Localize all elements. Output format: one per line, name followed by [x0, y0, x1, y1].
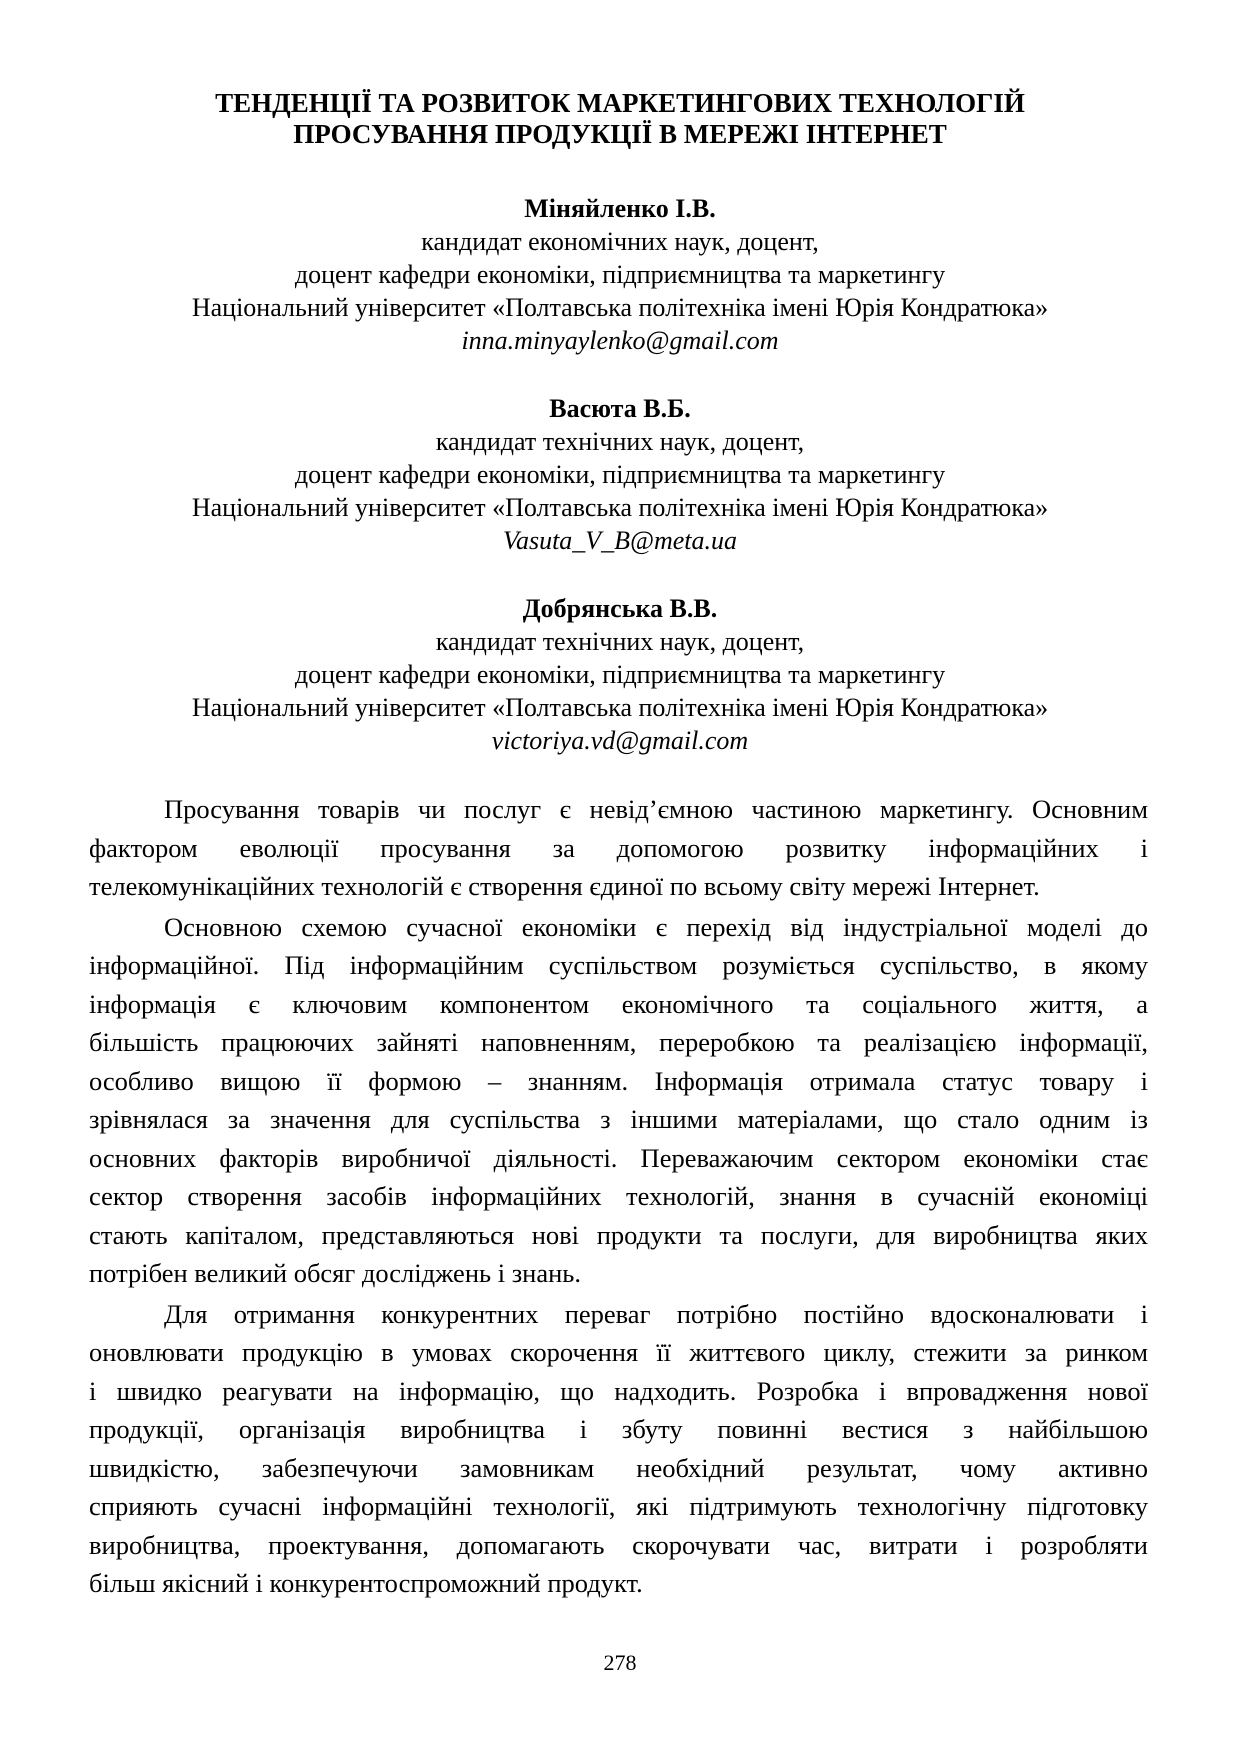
paragraph-line: основних факторів виробничої діяльності. Переважаючим сектором економіки стає: [89, 1142, 1148, 1173]
page-number: 278: [603, 1650, 637, 1675]
paragraph-line: зрівнялася за значення для суспільства з іншими матеріалами, що стало одним із: [89, 1104, 1148, 1134]
author-block: [0, 192, 1240, 357]
author-university: Національний університет «Полтавська політехніка імені Юрія Кондратюка»: [191, 693, 1049, 722]
paragraph-line: оновлювати продукцію в умовах скорочення її життєвого циклу, стежити за ринком: [89, 1337, 1148, 1367]
author-email: inna.minyaylenko@gmail.com: [461, 326, 779, 355]
author-position: доцент кафедри економіки, підприємництва та маркетингу: [294, 460, 946, 489]
paragraph-line: телекомунікаційних технологій є створення єдиної по всьому світу мережі Інтернет.: [89, 871, 1040, 901]
paragraph-line: Основною схемою сучасної економіки є перехід від індустріальної моделі до: [164, 911, 1148, 942]
author-block: [0, 392, 1240, 557]
author-email: victoriya.vd@gmail.com: [491, 726, 749, 755]
paragraph-line: більш якісний і конкурентоспроможний продукт.: [89, 1568, 643, 1598]
author-name: Добрянська В.В.: [522, 594, 718, 623]
paragraph-line: стають капіталом, представляються нові продукти та послуги, для виробництва яких: [89, 1219, 1148, 1250]
author-university: Національний університет «Полтавська політехніка імені Юрія Кондратюка»: [191, 293, 1049, 322]
author-name: Васюта В.Б.: [549, 394, 691, 423]
paragraph-line: особливо вищою її формою – знанням. Інформація отримала статус товару і: [89, 1065, 1148, 1096]
paragraph-line: фактором еволюції просування за допомогою розвитку інформаційних і: [89, 832, 1148, 863]
author-position: доцент кафедри економіки, підприємництва та маркетингу: [294, 660, 946, 689]
paragraph-line: швидкістю, забезпечуючи замовникам необхідний результат, чому активно: [89, 1452, 1148, 1483]
paragraph-line: сектор створення засобів інформаційних технологій, знання в сучасній економіці: [89, 1181, 1148, 1211]
paragraph-line: сприяють сучасні інформаційні технології, які підтримують технологічну підготовку: [89, 1491, 1148, 1521]
author-name: Міняйленко І.В.: [524, 194, 716, 223]
paragraph-line: Для отримання конкурентних переваг потрібно постійно вдосконалювати і: [164, 1298, 1148, 1329]
paragraph-line: продукції, організація виробництва і збуту повинні вестися з найбільшою: [89, 1414, 1148, 1444]
author-degree: кандидат технічних наук, доцент,: [435, 627, 805, 656]
paragraph-line: виробництва, проектування, допомагають скорочувати час, витрати і розробляти: [89, 1529, 1148, 1560]
paragraph: [89, 790, 1148, 906]
paragraph-line: і швидко реагувати на інформацію, що надходить. Розробка і впровадження нової: [89, 1375, 1148, 1406]
author-position: доцент кафедри економіки, підприємництва та маркетингу: [294, 260, 946, 289]
paragraph: [89, 1295, 1148, 1603]
author-degree: кандидат економічних наук, доцент,: [421, 227, 819, 256]
paragraph-line: інформаційної. Під інформаційним суспільством розуміється суспільство, в якому: [89, 950, 1148, 980]
paragraph: [89, 908, 1148, 1293]
article-title: [0, 88, 1240, 150]
author-university: Національний університет «Полтавська політехніка імені Юрія Кондратюка»: [191, 493, 1049, 522]
title-line: ПРОСУВАННЯ ПРОДУКЦІЇ В МЕРЕЖІ ІНТЕРНЕТ: [293, 119, 947, 149]
paragraph-line: потрібен великий обсяг досліджень і знань.: [89, 1258, 581, 1288]
paragraph-line: інформація є ключовим компонентом економічного та соціального життя, а: [89, 988, 1148, 1019]
author-email: Vasuta_V_B@meta.ua: [502, 526, 738, 555]
title-line: ТЕНДЕНЦІЇ ТА РОЗВИТОК МАРКЕТИНГОВИХ ТЕХНОЛОГІЙ: [215, 88, 1025, 118]
paragraph-line: Просування товарів чи послуг є невід’ємною частиною маркетингу. Основним: [164, 794, 1148, 824]
author-degree: кандидат технічних наук, доцент,: [435, 427, 805, 456]
article-body: [89, 790, 1148, 1605]
author-block: [0, 592, 1240, 757]
paragraph-line: більшість працюючих зайняті наповненням, переробкою та реалізацією інформації,: [89, 1027, 1148, 1057]
